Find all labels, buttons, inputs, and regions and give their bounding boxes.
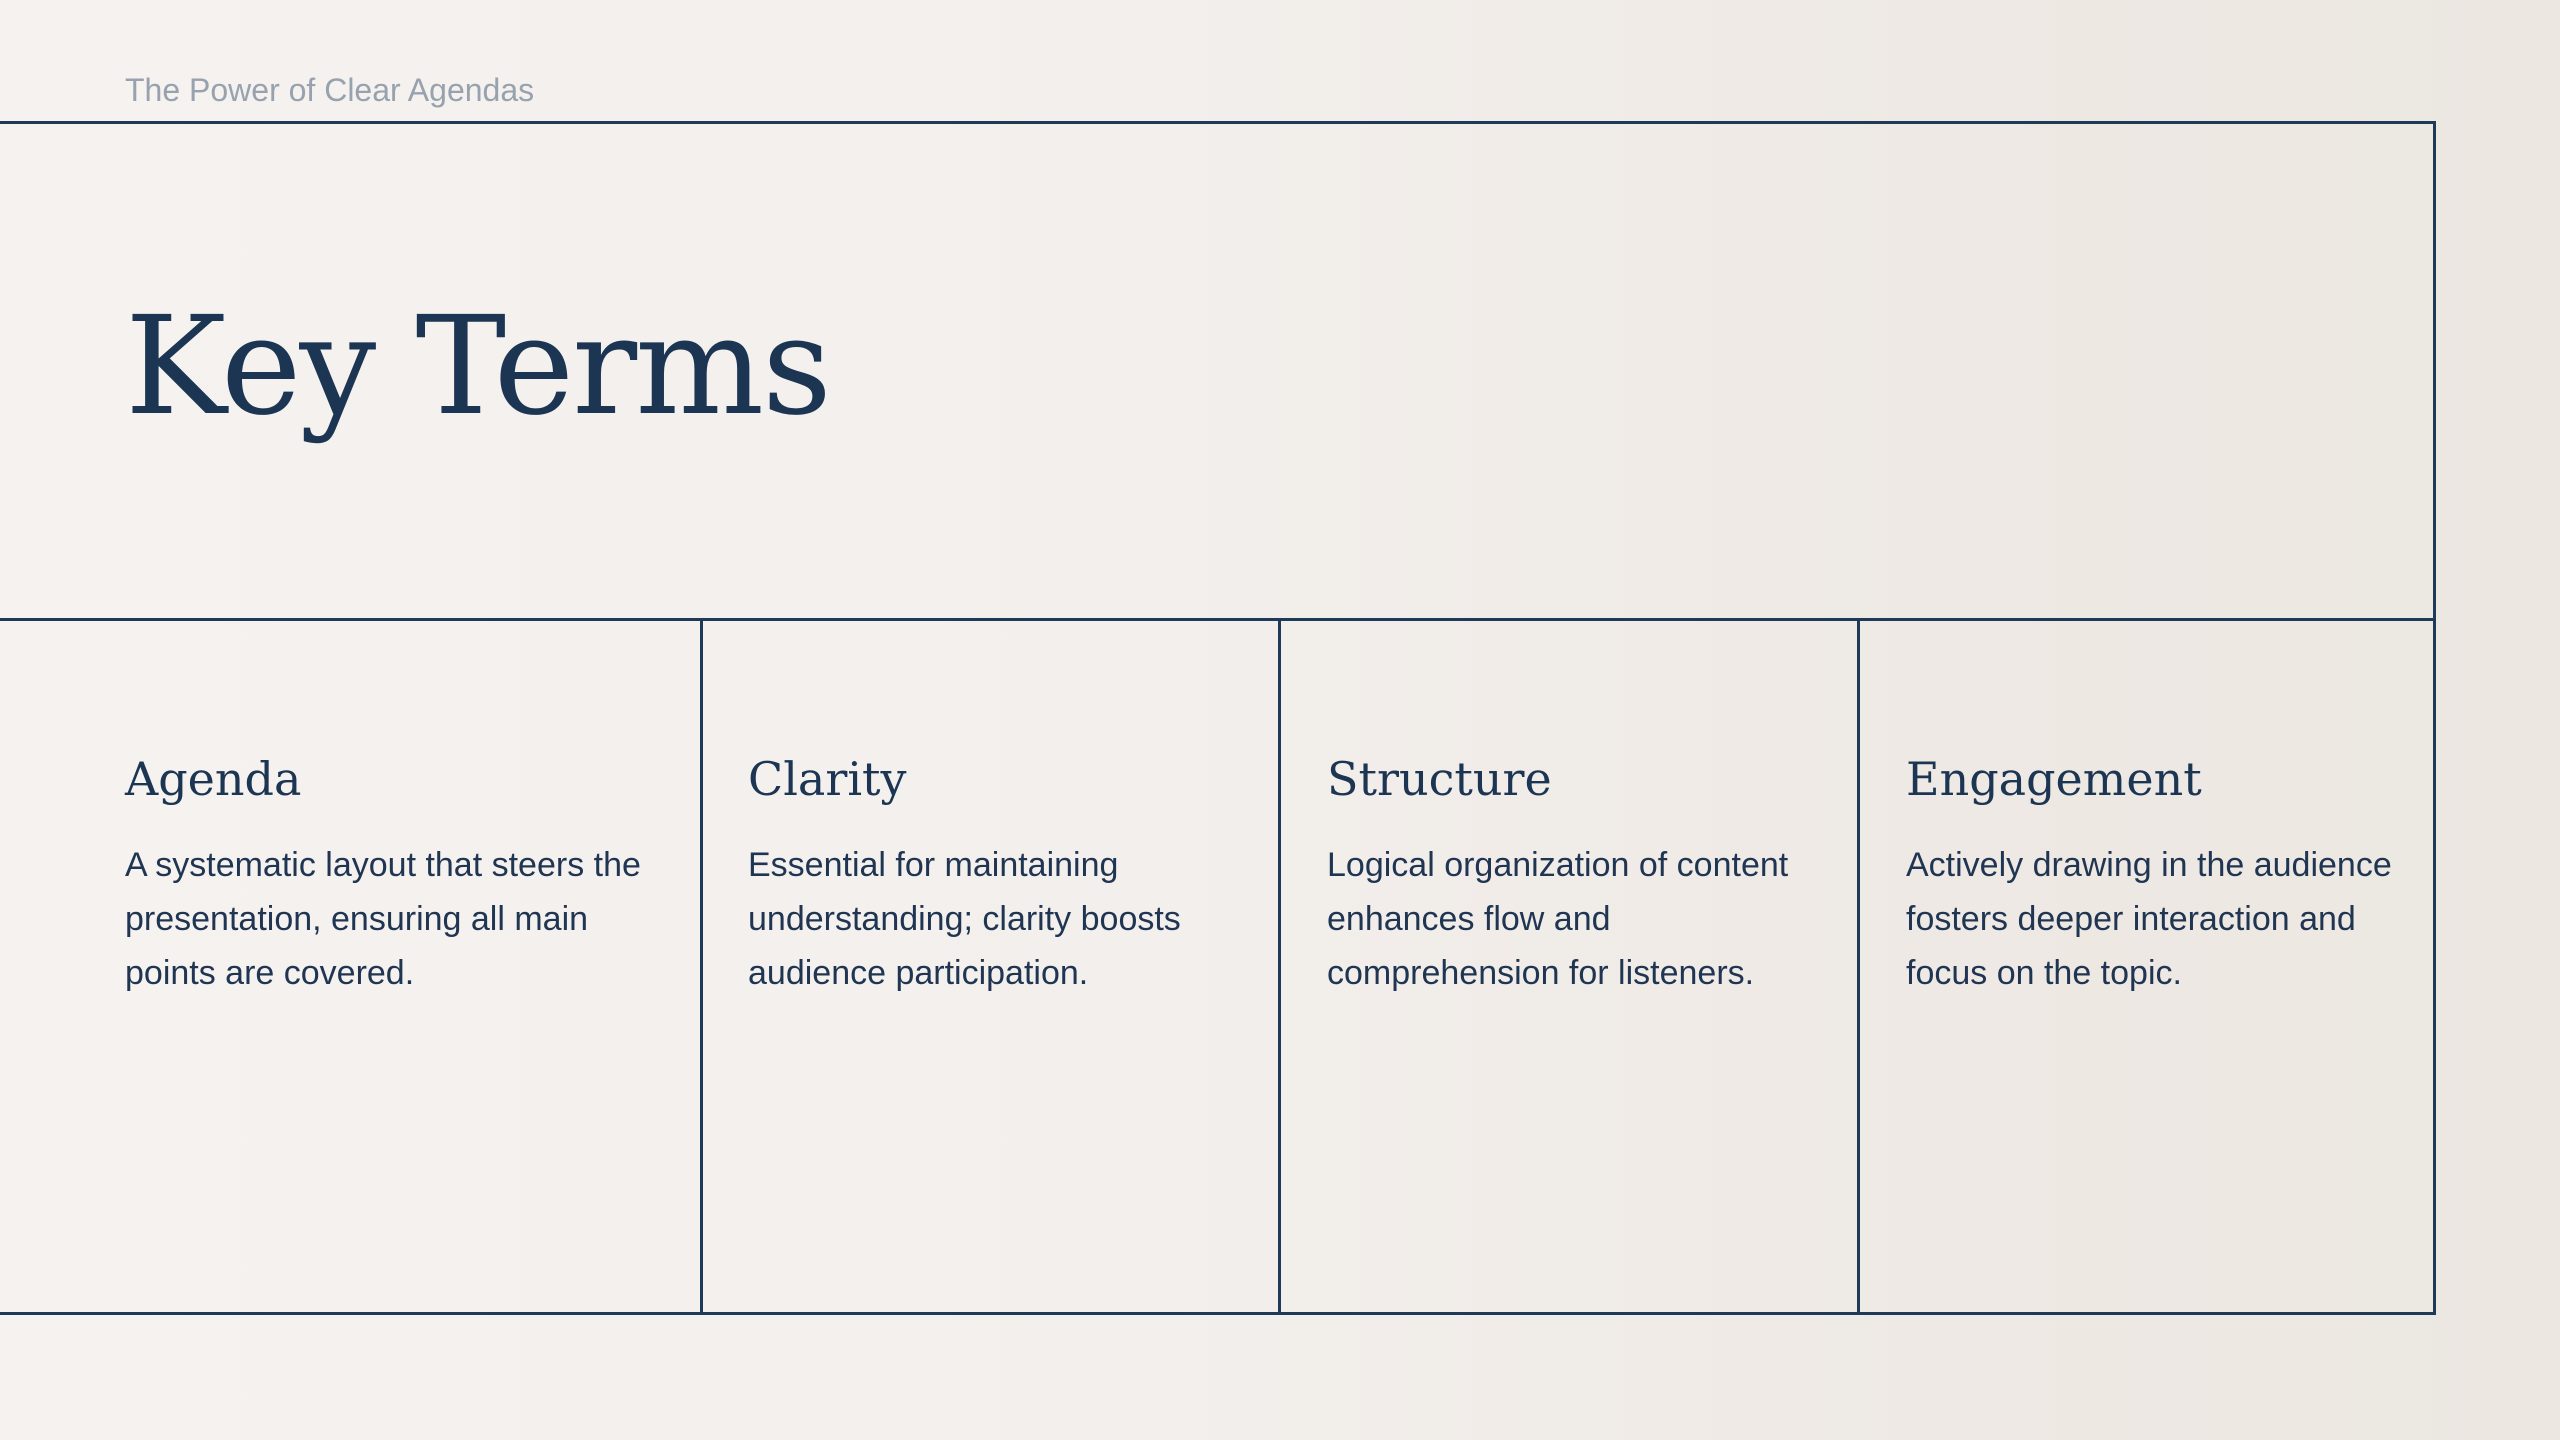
column-divider [1857, 618, 1860, 1315]
term-card-structure [1327, 748, 1837, 1000]
term-card-engagement [1906, 748, 2416, 1000]
term-description: Essential for maintaining understanding; clarity boosts audience participation. [748, 846, 1181, 992]
term-title: Structure [1327, 752, 1552, 806]
term-title: Agenda [125, 752, 302, 806]
term-description: A systematic layout that steers the presentation, ensuring all main points are covered. [125, 846, 641, 992]
term-card-agenda [125, 748, 665, 1000]
horizontal-divider [0, 618, 2436, 621]
term-description: Logical organization of content enhances flow and comprehension for listeners. [1327, 846, 1789, 992]
term-title: Engagement [1906, 752, 2202, 806]
term-title: Clarity [748, 752, 907, 806]
slide-title: Key Terms [125, 288, 830, 446]
slide-eyebrow: The Power of Clear Agendas [125, 72, 535, 108]
column-divider [1278, 618, 1281, 1315]
term-description: Actively drawing in the audience fosters deeper interaction and focus on the topic. [1906, 846, 2392, 992]
column-divider [700, 618, 703, 1315]
term-card-clarity [748, 748, 1258, 1000]
